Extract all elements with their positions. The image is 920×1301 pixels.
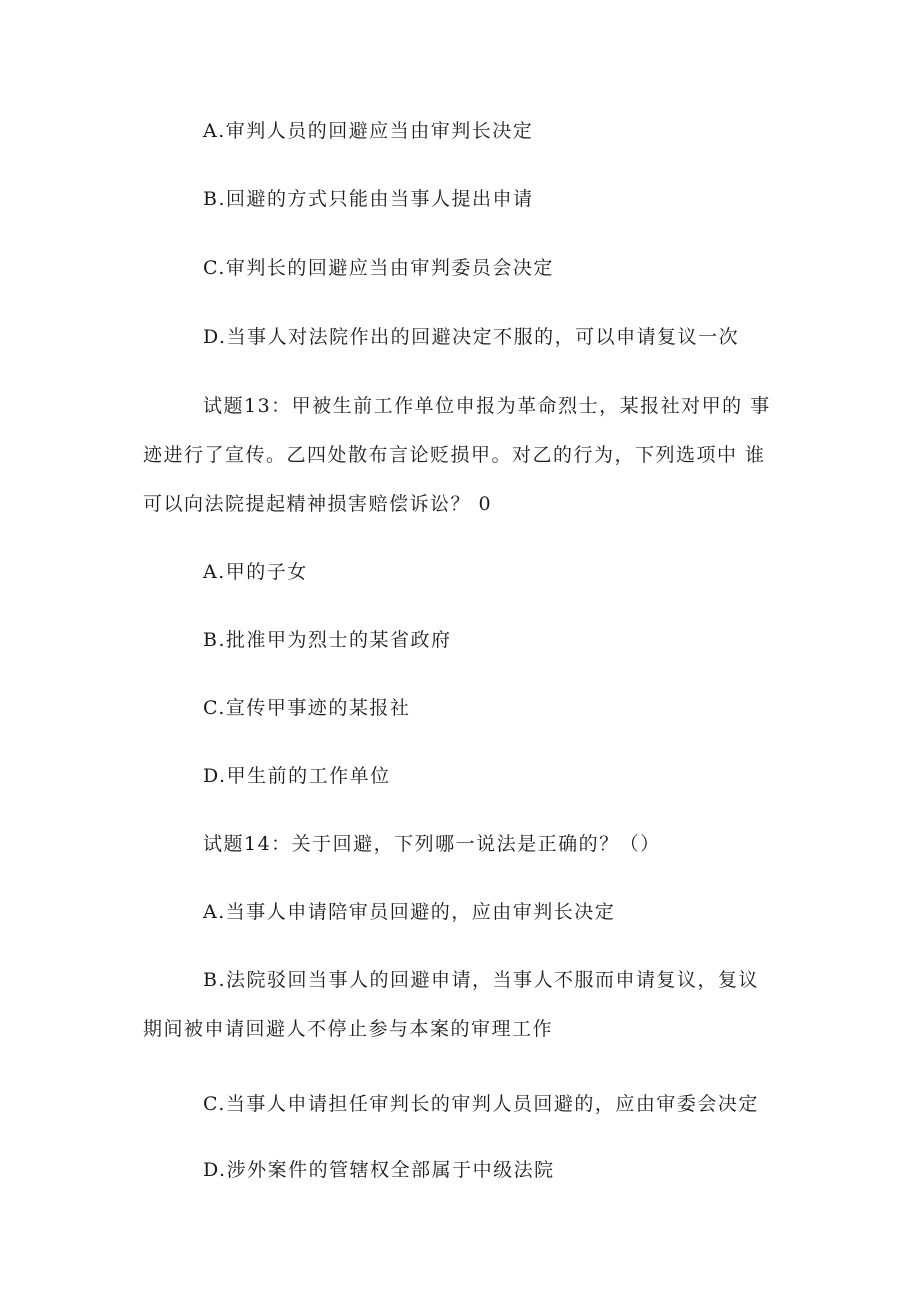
q12-option-c: C.审判长的回避应当由审判委员会决定: [203, 257, 554, 279]
q13-option-a: A.甲的子女: [203, 561, 308, 583]
q13-question-line-1: 试题13：甲被生前工作单位申报为革命烈士，某报社对甲的 事: [203, 395, 771, 417]
q14-option-b-line-2: 期间被申请回避人不停止参与本案的审理工作: [143, 1018, 554, 1040]
q12-option-b: B.回避的方式只能由当事人提出申请: [203, 188, 534, 210]
q14-option-d: D.涉外案件的管辖权全部属于中级法院: [203, 1159, 555, 1181]
q13-question-line-3: 可以向法院提起精神损害赔偿诉讼？ 0: [143, 493, 493, 515]
q13-option-c: C.宣传甲事迹的某报社: [203, 697, 411, 719]
q13-option-d: D.甲生前的工作单位: [203, 765, 391, 787]
q13-question-line-2: 迹进行了宣传。乙四处散布言论贬损甲。对乙的行为，下列选项中 谁: [143, 444, 766, 466]
q12-option-a: A.审判人员的回避应当由审判长决定: [203, 120, 534, 142]
q14-option-a: A.当事人申请陪审员回避的，应由审判长决定: [203, 901, 616, 923]
q12-option-d: D.当事人对法院作出的回避决定不服的，可以申请复议一次: [203, 326, 740, 348]
q14-question: 试题14：关于回避，下列哪一说法是正确的？（）: [203, 833, 661, 855]
q13-option-b: B.批准甲为烈士的某省政府: [203, 629, 452, 651]
q14-option-c: C.当事人申请担任审判长的审判人员回避的，应由审委会决定: [203, 1093, 759, 1115]
q14-option-b-line-1: B.法院驳回当事人的回避申请，当事人不服而申请复议，复议: [203, 969, 760, 991]
